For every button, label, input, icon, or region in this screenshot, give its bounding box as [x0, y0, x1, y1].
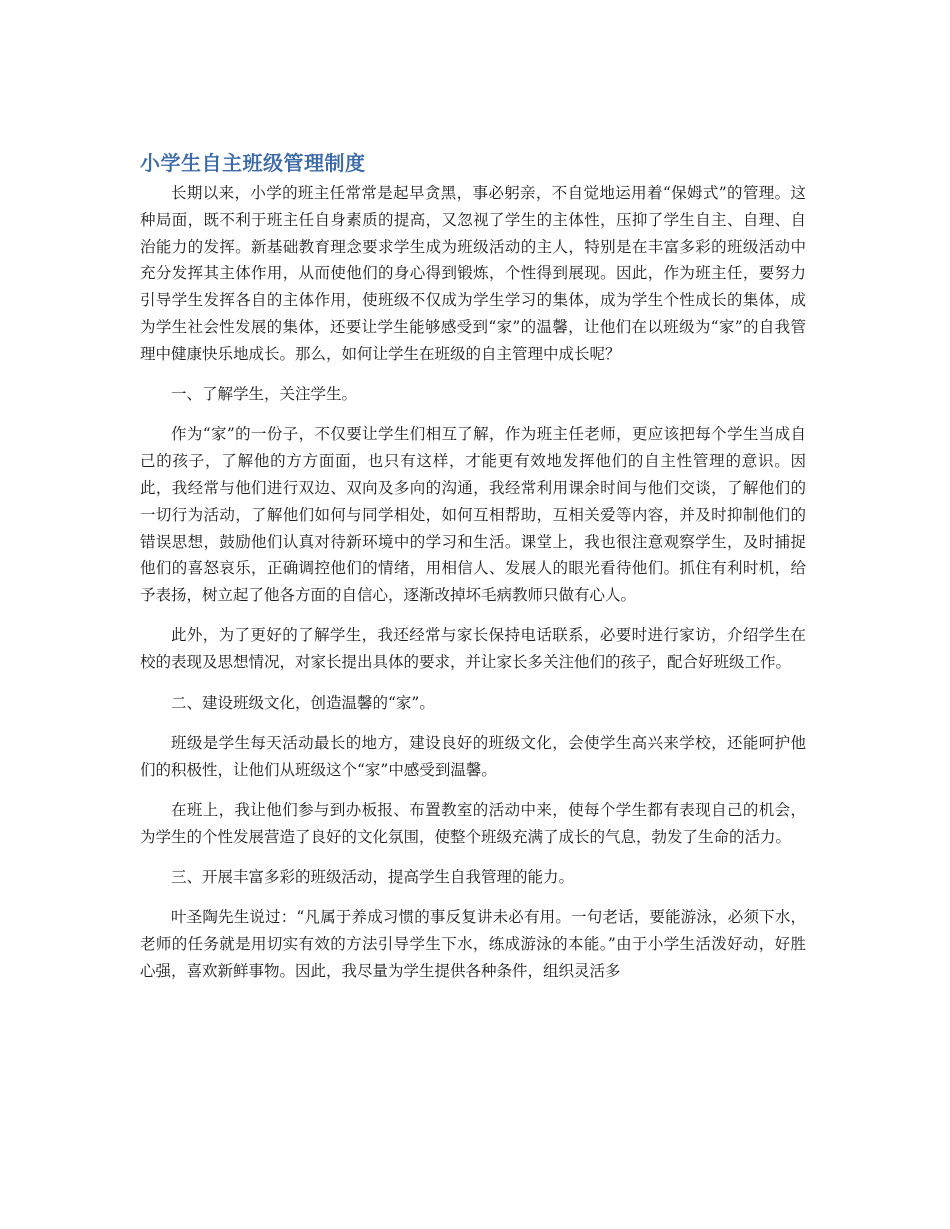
- section-heading-2: 二、建设班级文化，创造温馨的“家”。: [171, 693, 435, 712]
- section-3-paragraph-1: 叶圣陶先生说过：“凡属于养成习惯的事反复讲未必有用。一句老话，要能游泳，必须下水，老师的任务就是用切实有效的方法引导学生下水，练成游泳的本能。”由于小学生活泼好动，好胜心强，喜欢新鲜事物。因此，我尽量为学生提供各种条件，组织灵活多: [140, 908, 806, 980]
- section-2-paragraph-1: 班级是学生每天活动最长的地方，建设良好的班级文化，会使学生高兴来学校，还能呵护他们的积极性，让他们从班级这个“家”中感受到温馨。: [140, 733, 806, 779]
- section-heading-3: 三、开展丰富多彩的班级活动，提高学生自我管理的能力。: [171, 868, 575, 887]
- section-1-paragraph-1: 作为“家”的一份子，不仅要让学生们相互了解，作为班主任老师，更应该把每个学生当成自己的孩子，了解他的方方面面，也只有这样，才能更有效地发挥他们的自主性管理的意识。因此，我经常与他们进行双边、双向及多向的沟通，我经常利用课余时间与他们交谈，了解他们的一切行为活动，了解他们如何与同学相处，如何互相帮助，互相关爱等内容，并及时抑制他们的错误思想，鼓励他们认真对待新环境中的学习和生活。课堂上，我也很注意观察学生，及时捕捉他们的喜怒哀乐，正确调控他们的情绪，用相信人、发展人的眼光看待他们。抓住有利时机，给予表扬，树立起了他各方面的自信心，逐渐改掉坏毛病教师只做有心人。: [140, 425, 806, 605]
- document-title: 小学生自主班级管理制度: [140, 151, 366, 175]
- section-2-paragraph-2: 在班上，我让他们参与到办板报、布置教室的活动中来，使每个学生都有表现自己的机会，为学生的个性发展营造了良好的文化氛围，使整个班级充满了成长的气息，勃发了生命的活力。: [140, 800, 806, 846]
- document-page: [140, 148, 806, 998]
- section-heading-1: 一、了解学生，关注学生。: [171, 385, 358, 404]
- section-1-paragraph-2: 此外，为了更好的了解学生，我还经常与家长保持电话联系，必要时进行家访，介绍学生在校的表现及思想情况，对家长提出具体的要求，并让家长多关注他们的孩子，配合好班级工作。: [140, 626, 806, 672]
- intro-paragraph: 长期以来，小学的班主任常常是起早贪黑，事必躬亲，不自觉地运用着“保姆式”的管理。这种局面，既不利于班主任自身素质的提高，又忽视了学生的主体性，压抑了学生自主、自理、自治能力的发挥。新基础教育理念要求学生成为班级活动的主人，特别是在丰富多彩的班级活动中充分发挥其主体作用，从而使他们的身心得到锻炼，个性得到展现。因此，作为班主任，要努力引导学生发挥各自的主体作用，使班级不仅成为学生学习的集体，成为学生个性成长的集体，成为学生社会性发展的集体，还要让学生能够感受到“家”的温馨，让他们在以班级为“家”的自我管理中健康快乐地成长。那么，如何让学生在班级的自主管理中成长呢？: [140, 184, 806, 363]
